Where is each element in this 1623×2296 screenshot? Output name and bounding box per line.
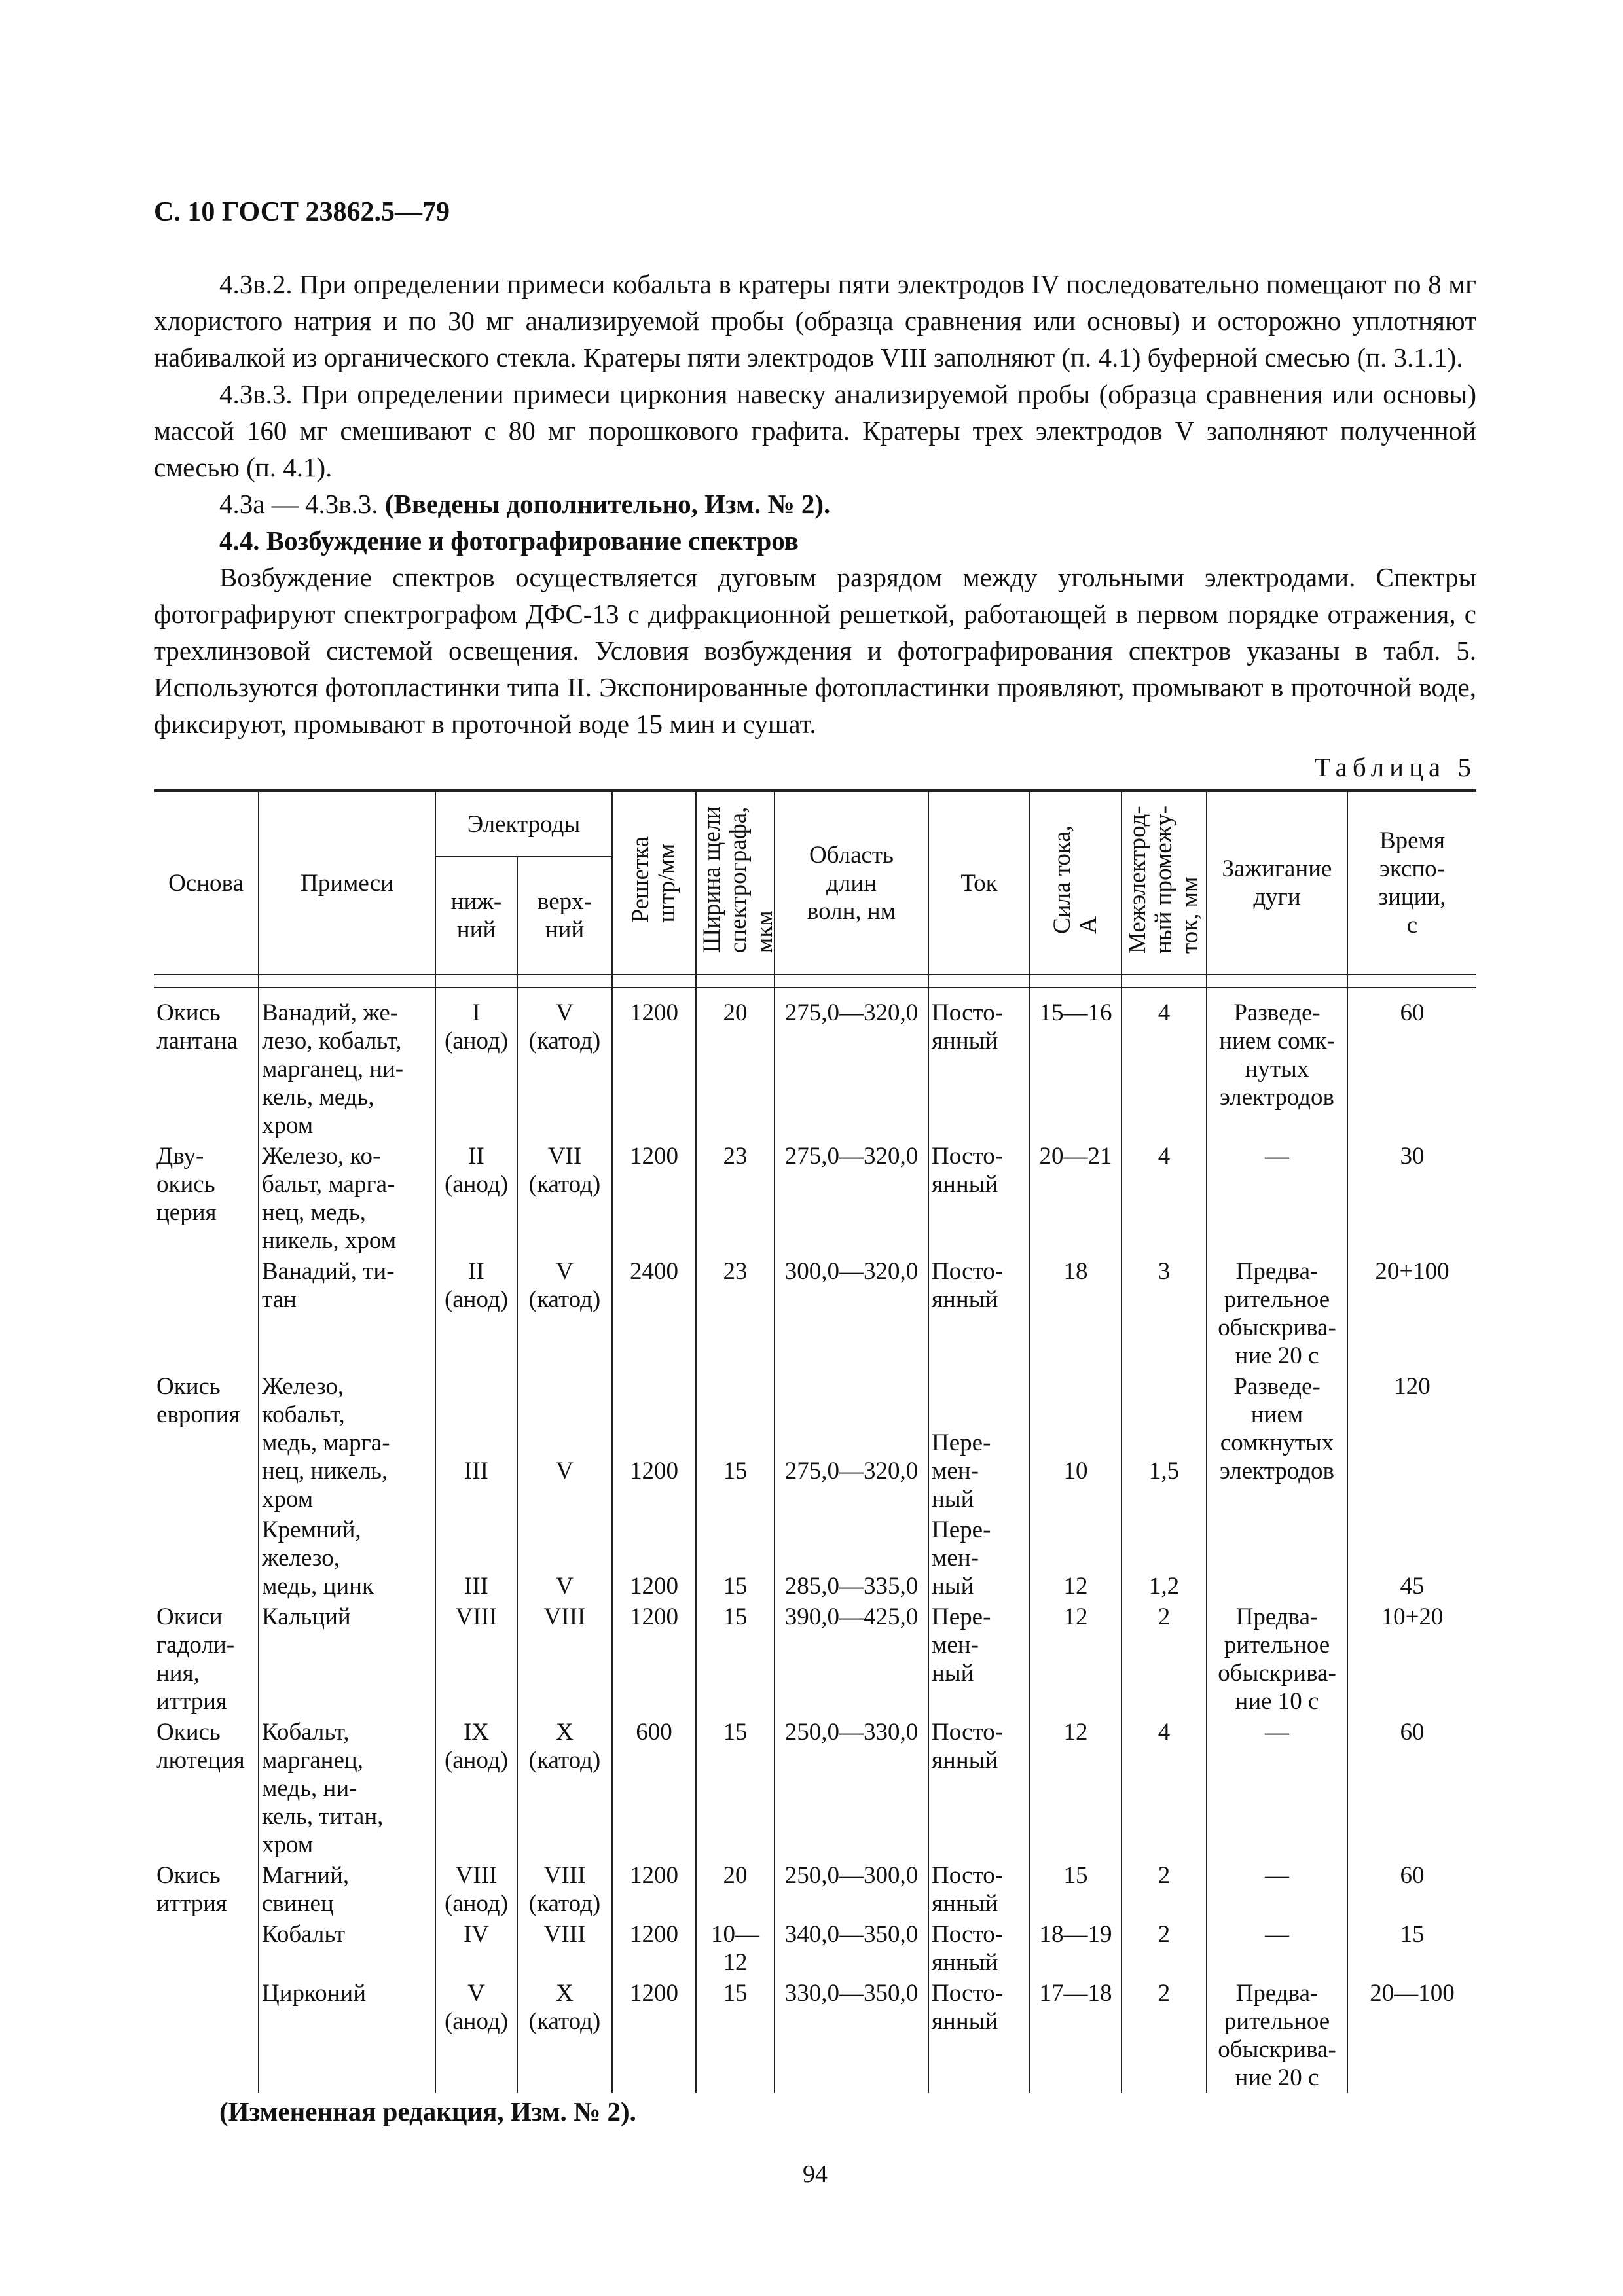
cell-sila: 15—16 (1030, 988, 1122, 1141)
paragraph-4-4: Возбуждение спектров осуществляется дуговым разрядом между угольными электродами. Спектры фотографируют спектрографом ДФС-13 с дифракционной решеткой, работающей в первом порядке отражения, с трехлинзовой системой освещения. Условия возбуждения и фотографирования спектров указаны в табл. 5. Используются фотопластинки типа II. Экспонированные фотопластинки проявляют, промывают в проточной воде, фиксируют, промывают в проточной воде 15 мин и сушат. (154, 562, 1476, 739)
cell-zazh: Предва- рительное обыскрива- ние 20 с (1207, 1978, 1347, 2093)
table-row (154, 988, 1476, 1141)
cell-sila: 12 (1030, 1515, 1122, 1602)
cell-prom: 4 (1122, 1141, 1207, 1256)
cell-shir: 15 (696, 1717, 775, 1860)
cell-resh: 600 (612, 1717, 696, 1860)
cell-prom: 4 (1122, 1717, 1207, 1860)
col-promezh: Межэлектрод- ный промежу- ток, мм (1122, 791, 1207, 975)
cell-resh: 2400 (612, 1256, 696, 1371)
cell-sila: 12 (1030, 1602, 1122, 1717)
col-tok: Ток (928, 791, 1030, 975)
cell-nizh: III (435, 1515, 517, 1602)
cell-vrem: 60 (1347, 1717, 1476, 1860)
cell-prom: 2 (1122, 1860, 1207, 1919)
col-zazhiganie: Зажигание дуги (1207, 791, 1347, 975)
cell-primesi: Кальций (259, 1602, 435, 1717)
cell-tok: Пере- мен- ный (928, 1602, 1030, 1717)
cell-tok: Посто- янный (928, 1978, 1030, 2093)
cell-obl: 250,0—330,0 (775, 1717, 928, 1860)
table-body (154, 988, 1476, 2093)
cell-nizh: VIII (435, 1602, 517, 1717)
table-row (154, 1717, 1476, 1860)
cell-vrem: 15 (1347, 1919, 1476, 1978)
cell-zazh: Предва- рительное обыскрива- ние 10 с (1207, 1602, 1347, 1717)
cell-primesi: Кобальт, марганец, медь, ни- кель, титан, хром (259, 1717, 435, 1860)
cell-tok: Посто- янный (928, 988, 1030, 1141)
cell-obl: 340,0—350,0 (775, 1919, 928, 1978)
cell-shir: 15 (696, 1371, 775, 1515)
cell-verkh: VIII (катод) (517, 1860, 612, 1919)
cell-verkh: X (катод) (517, 1978, 612, 2093)
table-row (154, 1371, 1476, 1515)
cell-vrem: 20+100 (1347, 1256, 1476, 1371)
cell-zazh: Разведе- нием сомк- нутых электродов (1207, 988, 1347, 1141)
cell-vrem: 10+20 (1347, 1602, 1476, 1717)
cell-nizh: I (анод) (435, 988, 517, 1141)
cell-primesi: Магний, свинец (259, 1860, 435, 1919)
cell-zazh: — (1207, 1141, 1347, 1256)
cell-sila: 17—18 (1030, 1978, 1122, 2093)
cell-vrem: 120 (1347, 1371, 1476, 1515)
cell-vrem: 45 (1347, 1515, 1476, 1602)
cell-obl: 390,0—425,0 (775, 1602, 928, 1717)
cell-sila: 15 (1030, 1860, 1122, 1919)
cell-resh: 1200 (612, 1919, 696, 1978)
cell-shir: 20 (696, 988, 775, 1141)
paragraph-4-3v-2: 4.3в.2. При определении примеси кобальта в кратеры пяти электродов IV последовательно помещают по 8 мг хлористого натрия и по 30 мг анализируемой пробы (образца сравнения или основы) и осторожно уплотняют набивалкой из органического стекла. Кратеры пяти электродов VIII заполняют (п. 4.1) буферной смесью (п. 3.1.1). (154, 269, 1476, 372)
cell-resh: 1200 (612, 988, 696, 1141)
cell-osnova (154, 1919, 259, 1978)
table-row (154, 1515, 1476, 1602)
cell-resh: 1200 (612, 1860, 696, 1919)
cell-nizh: V (анод) (435, 1978, 517, 2093)
cell-obl: 300,0—320,0 (775, 1256, 928, 1371)
col-vremya: Время экспо- зиции, с (1347, 791, 1476, 975)
table-caption: Таблица 5 (1314, 752, 1476, 782)
cell-nizh: III (435, 1371, 517, 1515)
cell-osnova: Окиси гадоли- ния, иттрия (156, 1604, 235, 1715)
cell-prom: 1,2 (1122, 1515, 1207, 1602)
footnote: (Измененная редакция, Изм. № 2). (219, 2096, 636, 2126)
cell-tok: Пере- мен- ный (928, 1515, 1030, 1602)
col-primesi: Примеси (259, 791, 435, 975)
cell-primesi: Кремний, железо, медь, цинк (259, 1515, 435, 1602)
cell-primesi: Кобальт (259, 1919, 435, 1978)
cell-nizh: IX (анод) (435, 1717, 517, 1860)
cell-resh: 1200 (612, 1371, 696, 1515)
section-title: 4.4. Возбуждение и фотографирование спектров (219, 526, 799, 556)
cell-shir: 15 (696, 1978, 775, 2093)
cell-vrem: 20—100 (1347, 1978, 1476, 2093)
cell-tok: Посто- янный (928, 1717, 1030, 1860)
table-row (154, 1256, 1476, 1371)
cell-osnova (154, 1256, 259, 1371)
table-row (154, 1602, 1476, 1717)
cell-resh: 1200 (612, 1978, 696, 2093)
paragraph-4-3v-3: 4.3в.3. При определении примеси циркония навеску анализируемой пробы (образца сравнения или основы) массой 160 мг смешивают с 80 мг порошкового графита. Кратеры трех электродов V заполняют полученной смесью (п. 4.1). (154, 379, 1476, 482)
cell-obl: 330,0—350,0 (775, 1978, 928, 2093)
cell-nizh: II (анод) (435, 1141, 517, 1256)
cell-tok: Посто- янный (928, 1256, 1030, 1371)
col-oblast: Область длин волн, нм (775, 791, 928, 975)
cell-primesi: Ванадий, ти- тан (259, 1256, 435, 1371)
cell-obl: 250,0—300,0 (775, 1860, 928, 1919)
cell-osnova (154, 1978, 259, 2093)
cell-osnova: Окись европия (156, 1373, 240, 1428)
cell-verkh: V (катод) (517, 988, 612, 1141)
cell-vrem: 60 (1347, 1860, 1476, 1919)
cell-sila: 20—21 (1030, 1141, 1122, 1256)
cell-verkh: X (катод) (517, 1717, 612, 1860)
cell-sila: 10 (1030, 1371, 1122, 1515)
cell-osnova: Окись лантана (156, 999, 238, 1054)
cell-resh: 1200 (612, 1602, 696, 1717)
cell-resh: 1200 (612, 1515, 696, 1602)
cell-zazh: — (1207, 1717, 1347, 1860)
document-page (154, 196, 1476, 2189)
cell-zazh: Разведе- нием сомкнутых электродов (1207, 1371, 1347, 1515)
cell-osnova: Окись иттрия (156, 1862, 227, 1917)
cell-shir: 15 (696, 1602, 775, 1717)
cell-tok: Посто- янный (928, 1141, 1030, 1256)
cell-primesi: Ванадий, же- лезо, кобальт, марганец, ни- кель, медь, хром (259, 988, 435, 1141)
cell-osnova: Дву- окись церия (156, 1143, 217, 1226)
cell-tok: Посто- янный (928, 1860, 1030, 1919)
cell-osnova: Окись лютеция (156, 1719, 245, 1774)
cell-prom: 4 (1122, 988, 1207, 1141)
cell-shir: 23 (696, 1256, 775, 1371)
cell-zazh: — (1207, 1919, 1347, 1978)
page-header: С. 10 ГОСТ 23862.5—79 (154, 197, 450, 227)
cell-prom: 1,5 (1122, 1371, 1207, 1515)
col-electrodes: Электроды (435, 791, 612, 857)
cell-osnova (154, 1515, 259, 1602)
cell-sila: 18 (1030, 1256, 1122, 1371)
table-row (154, 1860, 1476, 1919)
col-osnova: Основа (168, 869, 244, 897)
cell-obl: 275,0—320,0 (775, 988, 928, 1141)
col-nizhniy: ниж- ний (435, 857, 517, 975)
cell-prom: 2 (1122, 1602, 1207, 1717)
cell-obl: 285,0—335,0 (775, 1515, 928, 1602)
table-row (154, 1141, 1476, 1256)
cell-nizh: II (анод) (435, 1256, 517, 1371)
cell-obl: 275,0—320,0 (775, 1371, 928, 1515)
cell-tok: Пере- мен- ный (928, 1371, 1030, 1515)
cell-nizh: IV (435, 1919, 517, 1978)
cell-verkh: V (517, 1371, 612, 1515)
col-sila: Сила тока, А (1030, 791, 1122, 975)
cell-primesi: Железо, ко- бальт, марга- нец, медь, никель, хром (259, 1141, 435, 1256)
cell-prom: 3 (1122, 1256, 1207, 1371)
cell-shir: 23 (696, 1141, 775, 1256)
cell-verkh: VIII (517, 1919, 612, 1978)
cell-verkh: VII (катод) (517, 1141, 612, 1256)
cell-zazh (1207, 1515, 1347, 1602)
cell-obl: 275,0—320,0 (775, 1141, 928, 1256)
cell-tok: Посто- янный (928, 1919, 1030, 1978)
cell-shir: 15 (696, 1515, 775, 1602)
col-verkhniy: верх- ний (517, 857, 612, 975)
table-row (154, 1978, 1476, 2093)
cell-resh: 1200 (612, 1141, 696, 1256)
cell-sila: 12 (1030, 1717, 1122, 1860)
col-reshetka: Решетка штр/мм (612, 791, 696, 975)
cell-shir: 20 (696, 1860, 775, 1919)
cell-vrem: 30 (1347, 1141, 1476, 1256)
cell-sila: 18—19 (1030, 1919, 1122, 1978)
table-row (154, 1919, 1476, 1978)
cell-zazh: — (1207, 1860, 1347, 1919)
amendment-note (154, 486, 1476, 522)
page-number: 94 (803, 2161, 828, 2188)
amendment-ref: 4.3а — 4.3в.3. (219, 489, 378, 519)
conditions-table (154, 789, 1476, 2093)
cell-nizh: VIII (анод) (435, 1860, 517, 1919)
cell-prom: 2 (1122, 1978, 1207, 2093)
cell-vrem: 60 (1347, 988, 1476, 1141)
cell-primesi: Железо, кобальт, медь, марга- нец, никель, хром (259, 1371, 435, 1515)
table-head (154, 791, 1476, 988)
cell-shir: 10—12 (696, 1919, 775, 1978)
cell-verkh: VIII (517, 1602, 612, 1717)
cell-prom: 2 (1122, 1919, 1207, 1978)
cell-zazh: Предва- рительное обыскрива- ние 20 с (1207, 1256, 1347, 1371)
col-shirina: Ширина щели спектрографа, мкм (696, 791, 775, 975)
cell-verkh: V (катод) (517, 1256, 612, 1371)
cell-primesi: Цирконий (259, 1978, 435, 2093)
cell-verkh: V (517, 1515, 612, 1602)
amendment-text: (Введены дополнительно, Изм. № 2). (384, 489, 831, 519)
